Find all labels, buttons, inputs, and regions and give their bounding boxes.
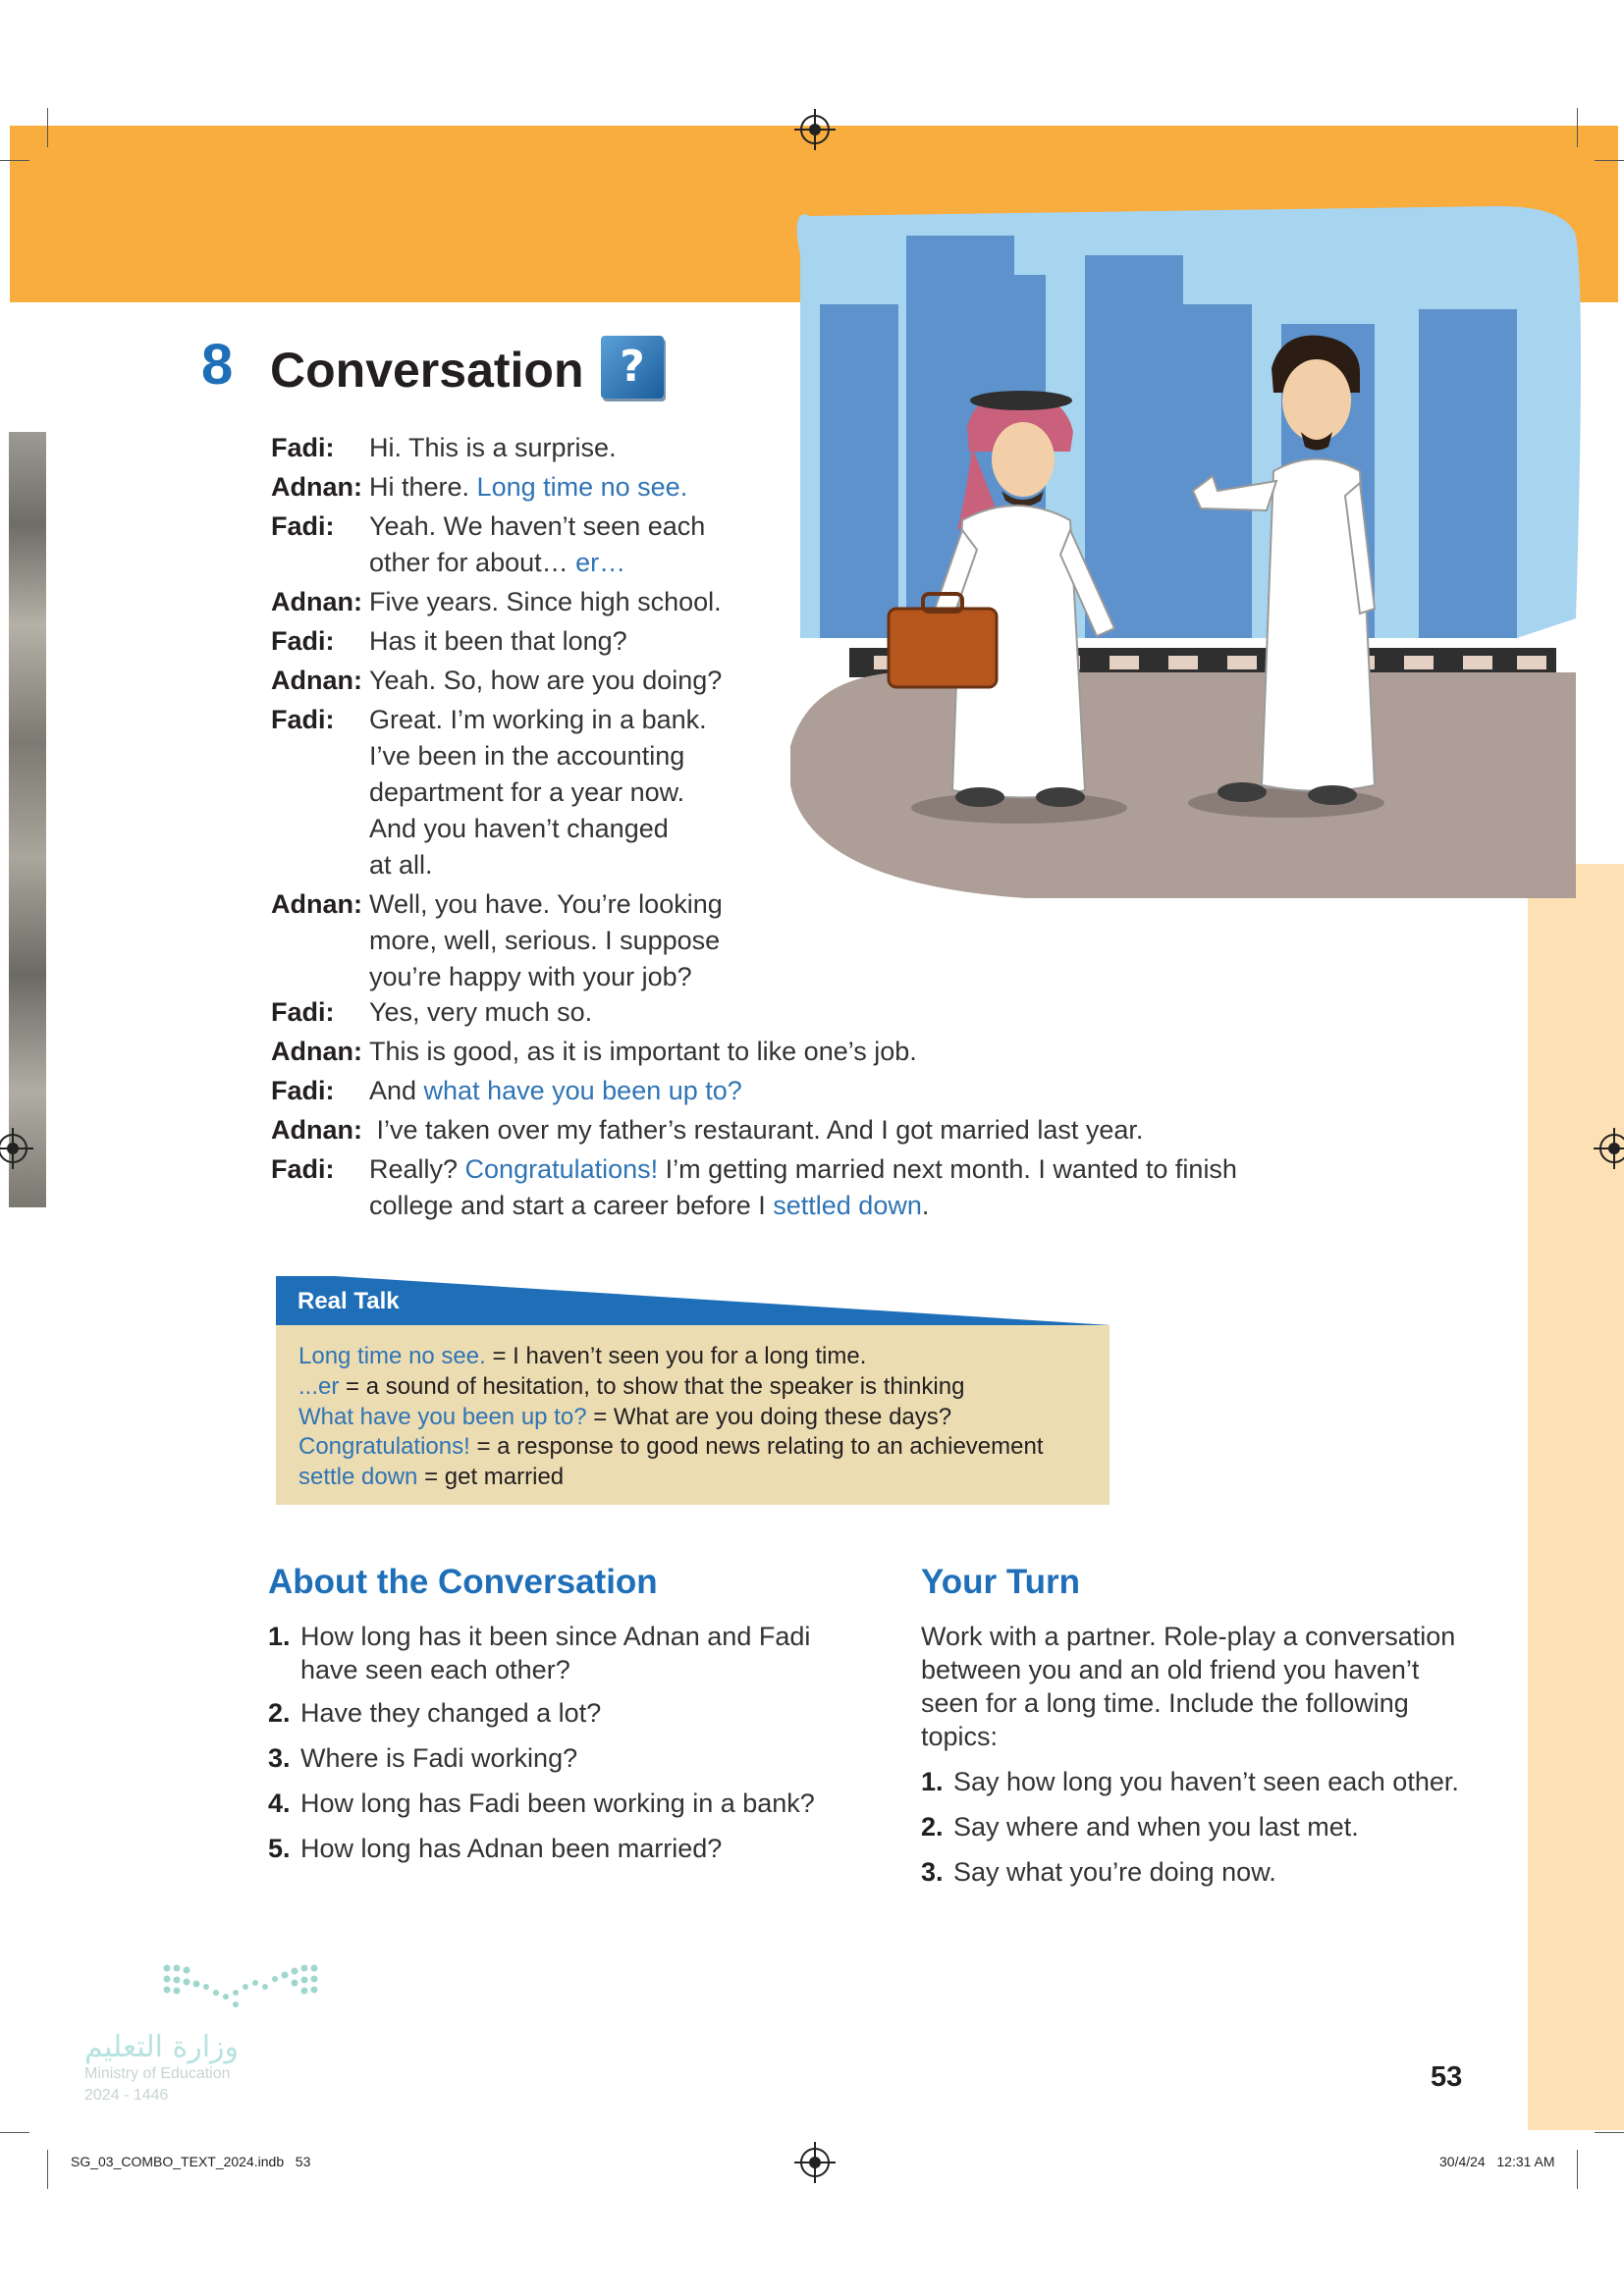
question-mark-icon: ? xyxy=(601,336,664,399)
dialogue-text xyxy=(369,923,720,959)
question-text: Where is Fadi working? xyxy=(300,1743,578,1773)
real-talk-definition: = a sound of hesitation, to show that the speaker is thinking xyxy=(339,1373,965,1400)
real-talk-header xyxy=(276,1276,1110,1325)
your-turn-item xyxy=(921,1810,1510,1843)
dialogue-fragment: Five years. Since high school. xyxy=(369,587,722,616)
dialogue-text xyxy=(369,994,592,1031)
highlighted-phrase: settled down xyxy=(773,1191,922,1220)
footer-date: 30/4/24 12:31 AM xyxy=(1439,2154,1555,2169)
section-title: Conversation xyxy=(270,343,584,398)
your-turn-item xyxy=(921,1855,1510,1889)
section-number: 8 xyxy=(201,333,234,397)
real-talk-term: ...er xyxy=(298,1373,340,1400)
dialogue-fragment: Hi there. xyxy=(369,472,477,502)
speaker-name: Fadi: xyxy=(271,705,335,734)
dialogue-text xyxy=(369,959,692,995)
highlighted-phrase: Long time no see. xyxy=(476,472,688,502)
dialogue-fragment: . xyxy=(921,1191,930,1220)
dialogue-fragment: Yes, very much so. xyxy=(369,997,593,1027)
your-turn-heading: Your Turn xyxy=(921,1563,1081,1601)
crop-mark xyxy=(0,2132,29,2133)
question-text: How long has it been since Adnan and Fadi xyxy=(300,1622,811,1651)
ministry-name-english: Ministry of Education xyxy=(84,2065,231,2082)
question-item xyxy=(268,1696,877,1730)
crop-mark xyxy=(1595,2132,1624,2133)
speaker-name: Fadi: xyxy=(271,433,335,462)
speaker-name: Adnan: xyxy=(271,587,362,616)
dialogue-text xyxy=(369,663,722,699)
dialogue-text xyxy=(369,1112,1143,1148)
dialogue-text xyxy=(369,623,627,660)
real-talk-title: Real Talk xyxy=(298,1288,400,1314)
speaker-name: Fadi: xyxy=(271,997,335,1027)
dialogue-fragment: more, well, serious. I suppose xyxy=(369,926,721,955)
dialogue-fragment: Hi. This is a surprise. xyxy=(369,433,617,462)
speaker-name: Adnan: xyxy=(271,1115,362,1145)
dialogue-text xyxy=(369,1188,929,1224)
dialogue-fragment: I’ve been in the accounting xyxy=(369,741,685,771)
crop-mark xyxy=(0,160,29,161)
dialogue-fragment: Great. I’m working in a bank. xyxy=(369,705,707,734)
question-text: Have they changed a lot? xyxy=(300,1698,602,1728)
dialogue-fragment: Has it been that long? xyxy=(369,626,627,656)
real-talk-definition: = get married xyxy=(417,1464,565,1490)
dialogue-fragment: you’re happy with your job? xyxy=(369,962,692,991)
footer-file: SG_03_COMBO_TEXT_2024.indb 53 xyxy=(71,2154,311,2169)
real-talk-term: What have you been up to? xyxy=(298,1404,587,1430)
dialogue-text xyxy=(369,430,617,466)
question-number: 5. xyxy=(268,1834,291,1863)
dialogue-text xyxy=(369,1034,917,1070)
item-text: Say how long you haven’t seen each other. xyxy=(953,1767,1459,1796)
item-number: 1. xyxy=(921,1767,944,1796)
real-talk-item xyxy=(298,1371,964,1402)
your-turn-item xyxy=(921,1765,1510,1798)
dialogue-text xyxy=(369,774,684,811)
dialogue-fragment: I’m getting married next month. I wanted to finish xyxy=(658,1154,1237,1184)
dialogue-text xyxy=(369,1073,742,1109)
question-item xyxy=(268,1787,877,1820)
item-text: Say what you’re doing now. xyxy=(953,1857,1276,1887)
conversation-illustration xyxy=(731,196,1581,903)
dialogue-text xyxy=(369,584,722,620)
right-side-strip xyxy=(1528,864,1624,2130)
dialogue-text xyxy=(369,738,684,774)
speaker-name: Fadi: xyxy=(271,1154,335,1184)
question-item xyxy=(268,1832,877,1865)
question-text: have seen each other? xyxy=(300,1655,570,1684)
real-talk-definition: = What are you doing these days? xyxy=(586,1404,952,1430)
dialogue-fragment: other for about… xyxy=(369,548,576,577)
ministry-name-arabic: وزارة التعليم xyxy=(84,2030,240,2064)
dialogue-fragment: I’ve taken over my father’s restaurant. And I got married last year. xyxy=(369,1115,1144,1145)
speaker-name: Adnan: xyxy=(271,889,362,919)
dialogue-text xyxy=(369,886,723,923)
speaker-name: Fadi: xyxy=(271,626,335,656)
crop-mark xyxy=(47,2150,48,2189)
speaker-name: Fadi: xyxy=(271,511,335,541)
real-talk-item xyxy=(298,1462,564,1492)
dialogue-fragment: college and start a career before I xyxy=(369,1191,774,1220)
registration-mark-icon xyxy=(800,2148,830,2177)
your-turn-intro: Work with a partner. Role-play a conversation between you and an old friend you haven’t seen for a long time. Include the following topics: xyxy=(921,1622,1456,1751)
real-talk-term: Long time no see. xyxy=(298,1343,486,1369)
speaker-name: Adnan: xyxy=(271,1037,362,1066)
dialogue-fragment: And xyxy=(369,1076,424,1105)
crop-mark xyxy=(47,108,48,147)
question-number: 3. xyxy=(268,1743,291,1773)
dialogue-text xyxy=(369,847,433,883)
dialogue-fragment: at all. xyxy=(369,850,433,880)
speaker-name: Adnan: xyxy=(271,472,362,502)
question-number: 4. xyxy=(268,1789,291,1818)
speaker-name: Fadi: xyxy=(271,1076,335,1105)
dialogue-fragment: Yeah. We haven’t seen each xyxy=(369,511,706,541)
page-number: 53 xyxy=(1431,2061,1463,2093)
registration-mark-icon xyxy=(800,115,830,144)
crop-mark xyxy=(1577,108,1578,147)
dialogue-text xyxy=(369,469,687,506)
real-talk-item xyxy=(298,1341,866,1371)
real-talk-definition: = a response to good news relating to an achievement xyxy=(469,1433,1044,1460)
dialogue-text xyxy=(369,508,705,545)
dialogue-fragment: This is good, as it is important to like one’s job. xyxy=(369,1037,917,1066)
registration-mark-icon xyxy=(1599,1134,1624,1163)
question-text: How long has Adnan been married? xyxy=(300,1834,723,1863)
highlighted-phrase: Congratulations! xyxy=(464,1154,659,1184)
question-item xyxy=(268,1620,877,1686)
dialogue-fragment: And you haven’t changed xyxy=(369,814,669,843)
dialogue-fragment: Yeah. So, how are you doing? xyxy=(369,666,723,695)
left-edge-photo-strip xyxy=(9,432,46,1207)
crop-mark xyxy=(1595,160,1624,161)
about-heading: About the Conversation xyxy=(268,1563,658,1601)
crop-mark xyxy=(1577,2150,1578,2189)
question-number: 2. xyxy=(268,1698,291,1728)
question-text: How long has Fadi been working in a bank? xyxy=(300,1789,815,1818)
speaker-name: Adnan: xyxy=(271,666,362,695)
dialogue-fragment: Well, you have. You’re looking xyxy=(369,889,723,919)
ministry-logo-icon xyxy=(162,1963,324,2017)
dialogue-fragment: Really? xyxy=(369,1154,465,1184)
dialogue-fragment: department for a year now. xyxy=(369,777,685,807)
real-talk-item xyxy=(298,1402,951,1432)
item-number: 3. xyxy=(921,1857,944,1887)
real-talk-term: Congratulations! xyxy=(298,1433,470,1460)
question-item xyxy=(268,1741,877,1775)
question-number: 1. xyxy=(268,1622,291,1651)
item-number: 2. xyxy=(921,1812,944,1842)
real-talk-term: settle down xyxy=(298,1464,418,1490)
real-talk-definition: = I haven’t seen you for a long time. xyxy=(485,1343,867,1369)
real-talk-item xyxy=(298,1431,1044,1462)
highlighted-phrase: er… xyxy=(575,548,626,577)
dialogue-text xyxy=(369,811,669,847)
dialogue-text xyxy=(369,702,707,738)
item-text: Say where and when you last met. xyxy=(953,1812,1359,1842)
ministry-year: 2024 - 1446 xyxy=(84,2087,169,2104)
dialogue-text xyxy=(369,1151,1237,1188)
highlighted-phrase: what have you been up to? xyxy=(423,1076,742,1105)
dialogue-text xyxy=(369,545,625,581)
